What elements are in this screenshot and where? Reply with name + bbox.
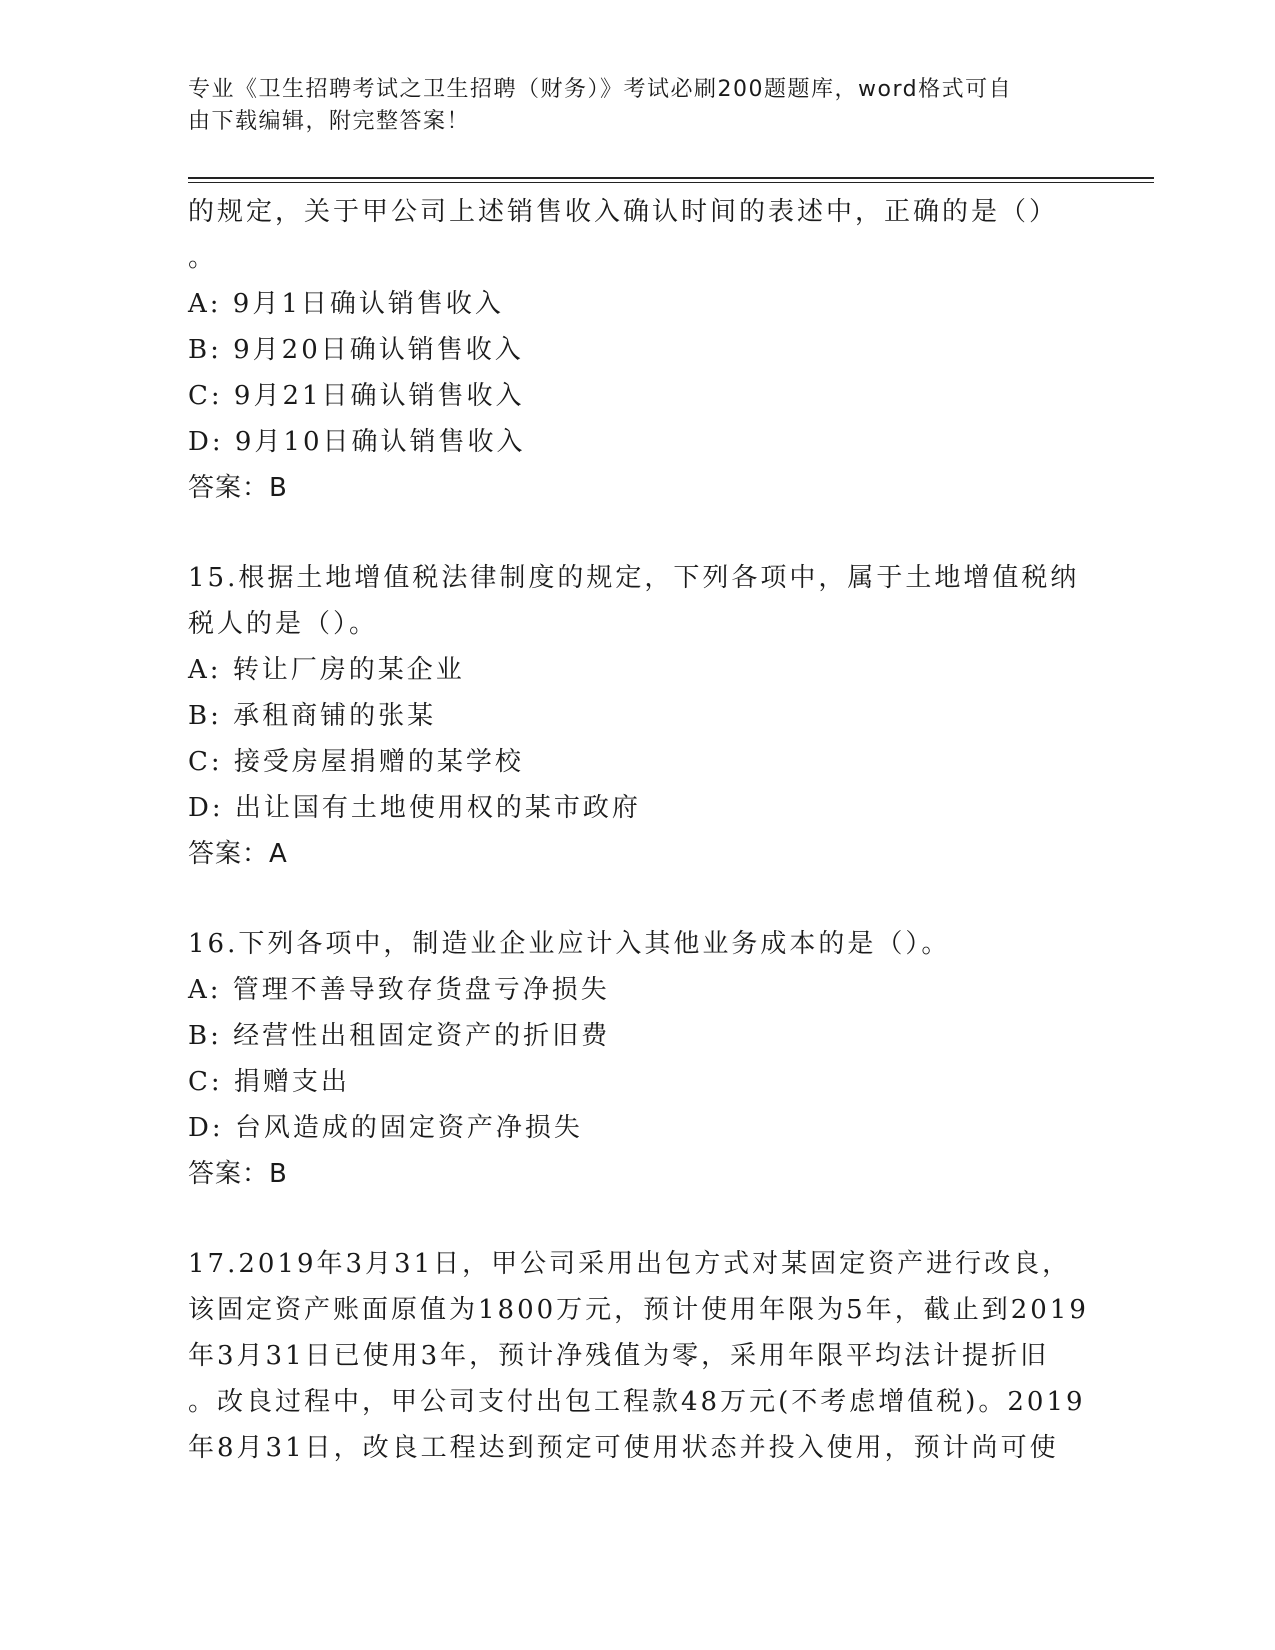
question-15: [188, 555, 1088, 877]
option-c: C: 接受房屋捐赠的某学校: [188, 747, 524, 777]
question-17: [188, 1241, 1088, 1471]
option-c: C: 9月21日确认销售收入: [188, 381, 525, 411]
answer: 答案：B: [188, 473, 288, 503]
question-stem-line: 税人的是（）。: [188, 609, 379, 639]
option-a: A: 管理不善导致存货盘亏净损失: [188, 975, 610, 1005]
question-16: [188, 921, 1088, 1197]
option-d: D: 9月10日确认销售收入: [188, 427, 526, 457]
question-stem-line: 。: [188, 243, 218, 273]
question-14: [188, 189, 1088, 511]
document-header: [188, 74, 1078, 138]
question-stem-line: 年3月31日已使用3年，预计净残值为零，采用年限平均法计提折旧: [188, 1341, 1050, 1371]
document-body: [188, 189, 1088, 1471]
option-d: D: 台风造成的固定资产净损失: [188, 1113, 583, 1143]
question-stem-line: 16.下列各项中，制造业企业应计入其他业务成本的是（）。: [188, 929, 951, 959]
question-stem-line: 该固定资产账面原值为1800万元，预计使用年限为5年，截止到2019: [188, 1295, 1089, 1325]
header-title-line-2: 由下载编辑，附完整答案！: [188, 109, 471, 134]
answer: 答案：B: [188, 1159, 288, 1189]
question-stem-line: 年8月31日，改良工程达到预定可使用状态并投入使用，预计尚可使: [188, 1433, 1059, 1463]
answer: 答案：A: [188, 839, 288, 869]
option-b: B: 承租商铺的张某: [188, 701, 437, 731]
question-stem-line: 的规定，关于甲公司上述销售收入确认时间的表述中，正确的是（）: [188, 197, 1059, 227]
header-rule-bottom: [188, 182, 1154, 183]
option-a: A: 转让厂房的某企业: [188, 655, 465, 685]
header-rule-top: [188, 177, 1154, 179]
question-stem-line: 17.2019年3月31日，甲公司采用出包方式对某固定资产进行改良，: [188, 1249, 1072, 1279]
question-stem-line: 15.根据土地增值税法律制度的规定，下列各项中，属于土地增值税纳: [188, 563, 1080, 593]
header-title-line-1: 专业《卫生招聘考试之卫生招聘（财务）》考试必刷200题题库，word格式可自: [188, 77, 1013, 102]
option-b: B: 经营性出租固定资产的折旧费: [188, 1021, 611, 1051]
option-a: A: 9月1日确认销售收入: [188, 289, 504, 319]
option-c: C: 捐赠支出: [188, 1067, 350, 1097]
option-d: D: 出让国有土地使用权的某市政府: [188, 793, 641, 823]
question-stem-line: 。改良过程中，甲公司支付出包工程款48万元(不考虑增值税)。2019: [188, 1387, 1086, 1417]
option-b: B: 9月20日确认销售收入: [188, 335, 524, 365]
